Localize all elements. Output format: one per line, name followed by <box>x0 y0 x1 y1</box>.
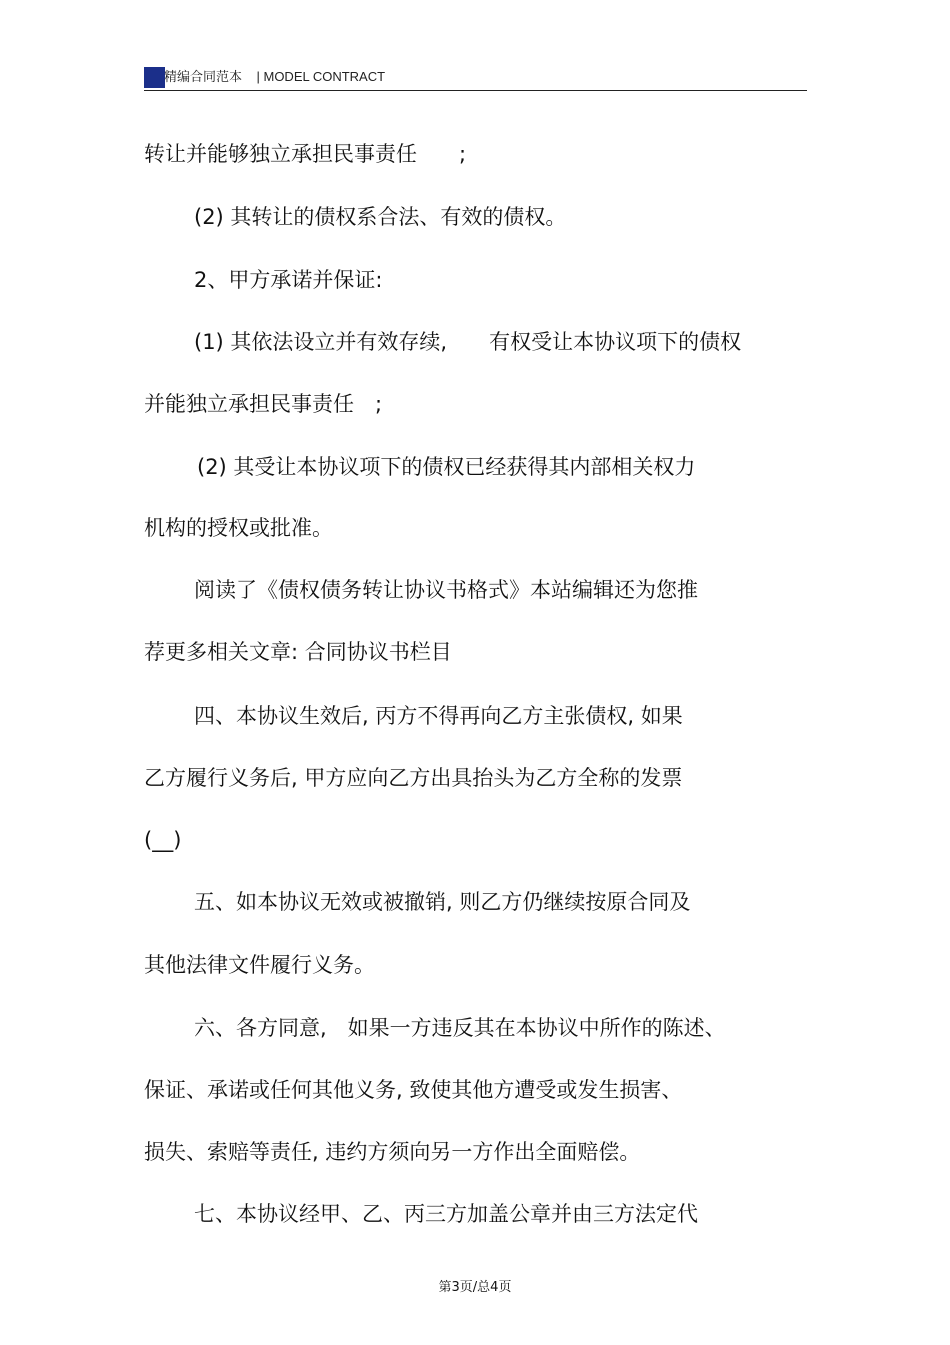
body-line-6: (2) 其受让本协议项下的债权已经获得其内部相关权力 <box>197 455 696 479</box>
header-subtitle: MODEL CONTRACT <box>263 69 386 84</box>
body-line-17: 损失、索赔等责任, 违约方须向另一方作出全面赔偿。 <box>144 1140 641 1164</box>
body-line-13: 五、如本协议无效或被撤销, 则乙方仍继续按原合同及 <box>194 890 691 914</box>
body-line-18: 七、本协议经甲、乙、丙三方加盖公章并由三方法定代 <box>194 1202 698 1226</box>
body-line-9: 荐更多相关文章: 合同协议书栏目 <box>144 640 452 664</box>
page-number-footer: 第3页/总4页 <box>438 1280 512 1295</box>
body-line-10: 四、本协议生效后, 丙方不得再向乙方主张债权, 如果 <box>194 704 683 728</box>
body-line-15: 六、各方同意, 如果一方违反其在本协议中所作的陈述、 <box>194 1016 726 1040</box>
body-line-12: (__) <box>144 828 182 852</box>
body-line-8: 阅读了《债权债务转让协议书格式》本站编辑还为您推 <box>194 578 698 602</box>
body-line-7: 机构的授权或批准。 <box>144 516 333 540</box>
header-text <box>164 66 385 85</box>
logo-square-icon <box>144 67 165 88</box>
body-line-3: 2、甲方承诺并保证: <box>194 268 383 292</box>
page-header <box>144 64 807 91</box>
body-line-14: 其他法律文件履行义务。 <box>144 953 375 977</box>
body-line-16: 保证、承诺或任何其他义务, 致使其他方遭受或发生损害、 <box>144 1078 683 1102</box>
body-line-5: 并能独立承担民事责任 ; <box>144 392 383 416</box>
body-line-11: 乙方履行义务后, 甲方应向乙方出具抬头为乙方全称的发票 <box>144 766 683 790</box>
body-line-1: 转让并能够独立承担民事责任 ; <box>144 142 467 166</box>
body-line-2: (2) 其转让的债权系合法、有效的债权。 <box>194 205 567 229</box>
body-line-4: (1) 其依法设立并有效存续, 有权受让本协议项下的债权 <box>194 330 742 354</box>
header-separator: | <box>256 69 260 84</box>
header-title: 精编合同范本 <box>164 69 243 84</box>
